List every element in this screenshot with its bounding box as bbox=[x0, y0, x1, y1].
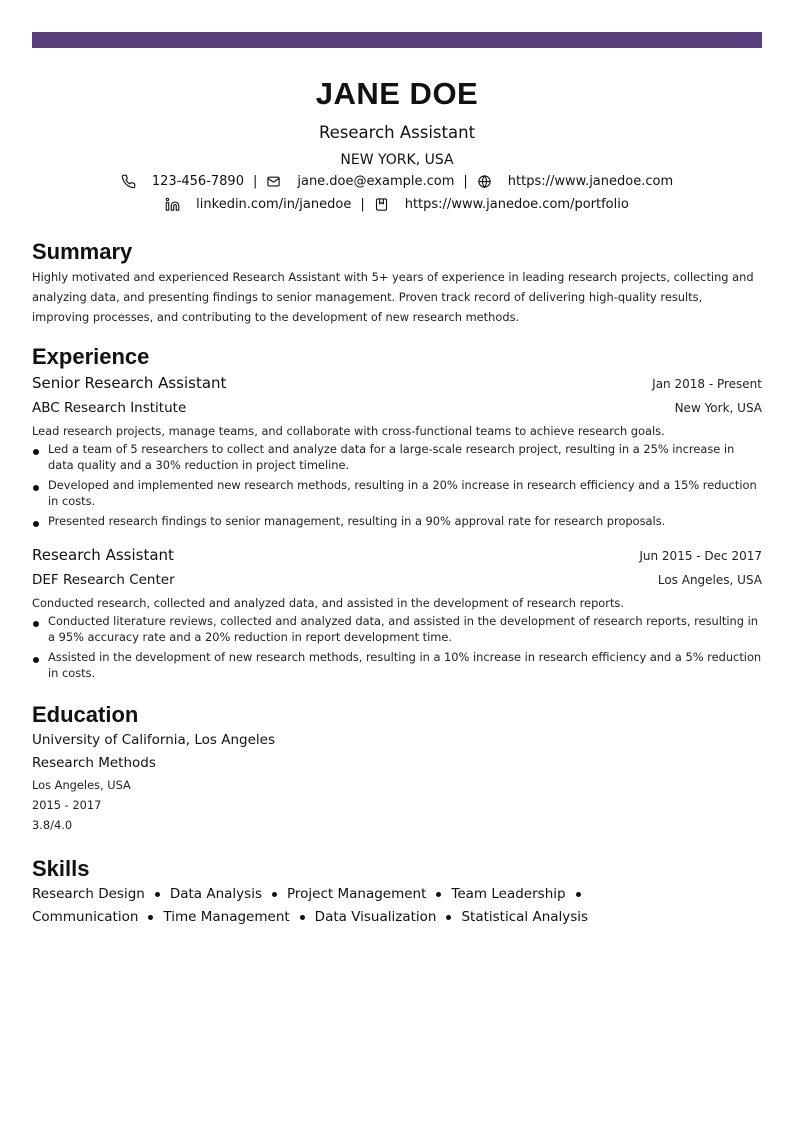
job-bullet-text: Developed and implemented new research methods, resulting in a 20% increase in research efficiency and a 15% reduction in costs. bbox=[48, 478, 757, 508]
job-bullet-text: Conducted literature reviews, collected and analyzed data, and assisted in the development of research reports, resulting in a 95% accuracy rate and a 20% reduction in report development time. bbox=[48, 614, 758, 644]
skill-text: Communication bbox=[32, 909, 139, 925]
skill-dot-icon bbox=[436, 892, 441, 897]
contact-row-secondary bbox=[32, 193, 762, 216]
skill-item bbox=[315, 906, 462, 929]
job-bullet bbox=[32, 477, 762, 509]
skill-text: Data Analysis bbox=[169, 886, 262, 902]
skill-item bbox=[287, 883, 451, 906]
candidate-title: Research Assistant bbox=[318, 123, 476, 142]
contact-email-text[interactable]: jane.doe@example.com bbox=[297, 174, 455, 189]
bullet-dot-icon bbox=[33, 621, 39, 627]
skill-item bbox=[32, 883, 170, 906]
job-bullet-text: Assisted in the development of new research methods, resulting in a 10% increase in research efficiency and a 5% reduction in costs. bbox=[48, 650, 762, 680]
job-bullet-text: Led a team of 5 researchers to collect and analyze data for a large-scale research project, resulting in a 25% increase in data quality and a 30% reduction in project timeline. bbox=[48, 442, 735, 472]
education-school: University of California, Los Angeles bbox=[32, 732, 276, 748]
job-bullets bbox=[32, 441, 762, 529]
job-bullets bbox=[32, 613, 762, 681]
summary-text: Highly motivated and experienced Research Assistant with 5+ years of experience in leading research projects, collecting and analyzing data, and presenting findings to senior management. Proven track record of delivering high-quality results, improving processes, and contributing to the development of new research methods. bbox=[32, 270, 754, 324]
job-location: Los Angeles, USA bbox=[657, 573, 762, 587]
job-bullet bbox=[32, 613, 762, 645]
job-entry bbox=[32, 543, 762, 681]
skills-heading: Skills bbox=[32, 856, 90, 881]
experience-heading: Experience bbox=[32, 344, 150, 369]
contact-linkedin-text[interactable]: linkedin.com/in/janedoe bbox=[196, 197, 352, 212]
skill-text: Time Management bbox=[163, 909, 290, 925]
skill-item bbox=[170, 883, 287, 906]
education-dates: 2015 - 2017 bbox=[32, 798, 102, 812]
contact-website-text[interactable]: https://www.janedoe.com bbox=[507, 174, 674, 189]
skill-dot-icon bbox=[300, 915, 305, 920]
skill-text: Statistical Analysis bbox=[461, 909, 589, 925]
summary-heading: Summary bbox=[32, 239, 133, 264]
skill-dot-icon bbox=[148, 915, 153, 920]
skill-item bbox=[461, 906, 588, 929]
skill-text: Team Leadership bbox=[451, 886, 566, 902]
skill-item bbox=[451, 883, 590, 906]
contact-website[interactable] bbox=[477, 170, 673, 193]
candidate-location: NEW YORK, USA bbox=[340, 152, 454, 168]
job-entry bbox=[32, 371, 762, 529]
bullet-dot-icon bbox=[33, 521, 39, 527]
education-location: Los Angeles, USA bbox=[32, 778, 131, 792]
job-bullet-text: Presented research findings to senior management, resulting in a 90% approval rate for research proposals. bbox=[48, 514, 666, 528]
skill-text: Data Visualization bbox=[314, 909, 437, 925]
bullet-dot-icon bbox=[33, 657, 39, 663]
skills-list bbox=[32, 883, 712, 929]
contact-phone-text: 123-456-7890 bbox=[151, 174, 244, 189]
candidate-name: JANE DOE bbox=[315, 76, 479, 111]
education-field: Research Methods bbox=[32, 755, 156, 771]
job-description: Conducted research, collected and analyzed data, and assisted in the development of research reports. bbox=[32, 596, 624, 610]
education-gpa: 3.8/4.0 bbox=[32, 818, 73, 832]
contact-phone bbox=[121, 170, 244, 193]
job-bullet bbox=[32, 649, 762, 681]
portfolio-icon bbox=[374, 197, 389, 212]
skill-item bbox=[163, 906, 314, 929]
contact-separator: | bbox=[252, 174, 258, 189]
phone-icon bbox=[121, 174, 136, 189]
mail-icon bbox=[266, 174, 281, 189]
accent-bar bbox=[32, 32, 762, 48]
job-bullet bbox=[32, 513, 762, 529]
job-company: DEF Research Center bbox=[32, 572, 175, 588]
bullet-dot-icon bbox=[33, 485, 39, 491]
contact-linkedin[interactable] bbox=[165, 193, 351, 216]
job-description: Lead research projects, manage teams, and collaborate with cross-functional teams to achieve research goals. bbox=[32, 424, 665, 438]
linkedin-icon bbox=[165, 197, 180, 212]
job-bullet bbox=[32, 441, 762, 473]
globe-icon bbox=[477, 174, 492, 189]
job-dates: Jan 2018 - Present bbox=[652, 377, 762, 391]
skill-text: Project Management bbox=[286, 886, 427, 902]
job-title: Research Assistant bbox=[32, 546, 174, 564]
contact-email[interactable] bbox=[266, 170, 454, 193]
job-dates: Jun 2015 - Dec 2017 bbox=[639, 549, 762, 563]
bullet-dot-icon bbox=[33, 449, 39, 455]
skill-item bbox=[32, 906, 163, 929]
job-title: Senior Research Assistant bbox=[32, 374, 227, 392]
education-heading: Education bbox=[32, 702, 139, 727]
job-company: ABC Research Institute bbox=[32, 400, 187, 416]
contact-separator: | bbox=[463, 174, 468, 189]
skill-dot-icon bbox=[446, 915, 451, 920]
resume-page bbox=[32, 32, 762, 929]
job-location: New York, USA bbox=[674, 401, 762, 415]
skill-dot-icon bbox=[272, 892, 277, 897]
skill-text: Research Design bbox=[32, 886, 145, 902]
contact-portfolio[interactable] bbox=[374, 193, 629, 216]
contact-row-primary bbox=[32, 170, 762, 193]
contact-separator: | bbox=[360, 197, 365, 212]
skill-dot-icon bbox=[155, 892, 160, 897]
skill-dot-icon bbox=[576, 892, 581, 897]
contact-portfolio-text[interactable]: https://www.janedoe.com/portfolio bbox=[404, 197, 629, 212]
